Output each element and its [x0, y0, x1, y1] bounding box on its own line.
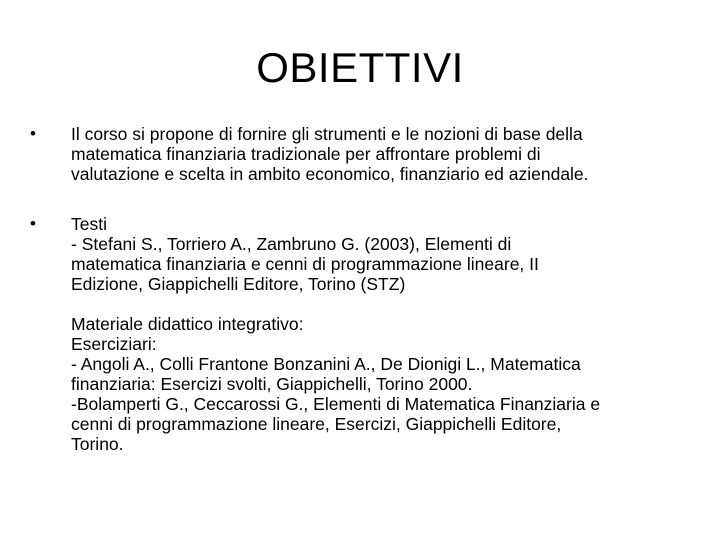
bullet-text-line: matematica finanziaria e cenni di programmazione lineare, II [71, 254, 539, 274]
material-text-line: -Bolamperti G., Ceccarossi G., Elementi di Matematica Finanziaria e [71, 394, 601, 414]
bullet-text-line: Edizione, Giappichelli Editore, Torino (STZ) [71, 274, 406, 294]
slide-title: OBIETTIVI [256, 44, 464, 91]
bullet-text-line: - Stefani S., Torriero A., Zambruno G. (2003), Elementi di [71, 234, 512, 254]
material-text-line: finanziaria: Esercizi svolti, Giappichelli, Torino 2000. [71, 374, 473, 394]
material-text-line: - Angoli A., Colli Frantone Bonzanini A., De Dionigi L., Matematica [71, 354, 581, 374]
material-heading: Materiale didattico integrativo: [71, 314, 304, 334]
bullet-text-line: Il corso si propone di fornire gli strumenti e le nozioni di base della [71, 124, 583, 144]
material-text-line: Eserciziari: [71, 334, 157, 354]
bullet-heading: Testi [71, 214, 107, 234]
bullet-course-description [30, 124, 690, 184]
slide-content [30, 124, 690, 454]
material-text-line: Torino. [71, 434, 124, 454]
bullet-textbooks [30, 214, 690, 294]
bullet-marker: • [30, 214, 36, 233]
bullet-text-line: valutazione e scelta in ambito economico, finanziario ed aziendale. [71, 164, 589, 184]
bullet-text-line: matematica finanziaria tradizionale per affrontare problemi di [71, 144, 541, 164]
material-text-line: cenni di programmazione lineare, Esercizi, Giappichelli Editore, [71, 414, 562, 434]
bullet-marker: • [30, 124, 36, 143]
supplementary-material [30, 314, 690, 454]
